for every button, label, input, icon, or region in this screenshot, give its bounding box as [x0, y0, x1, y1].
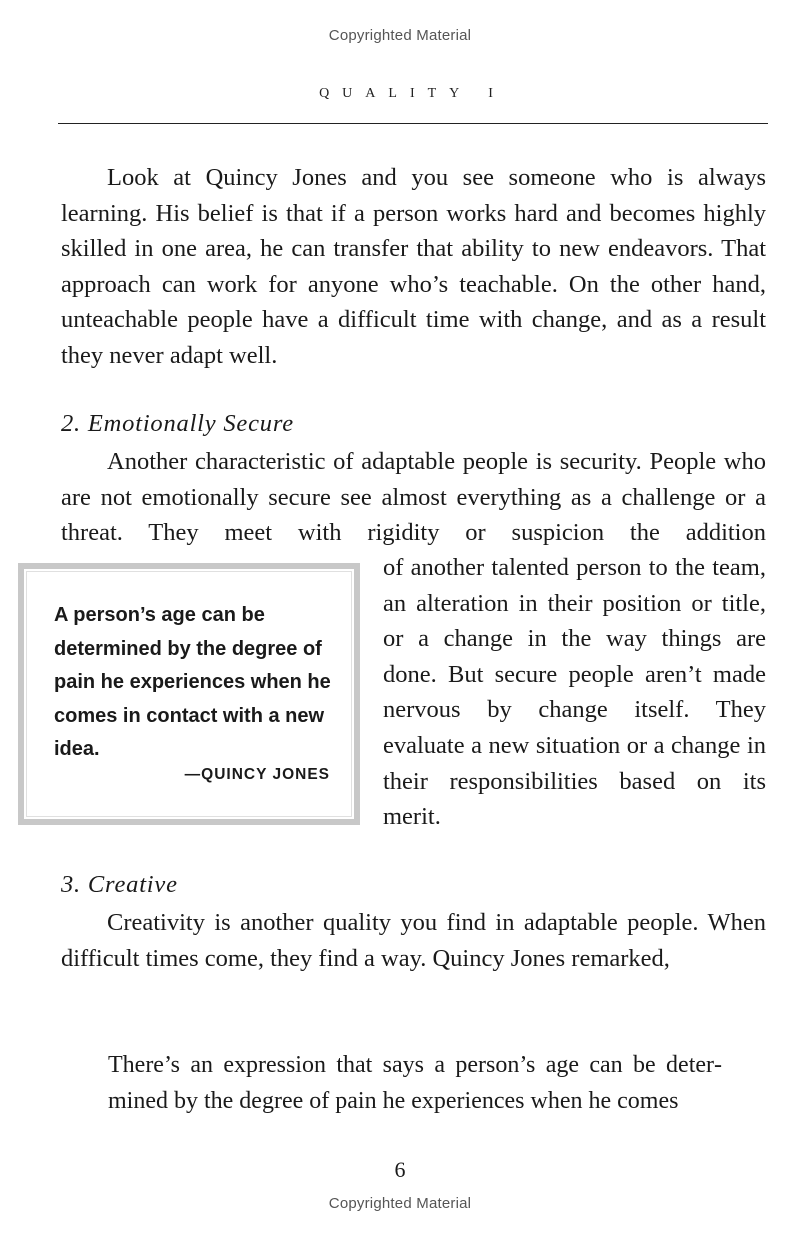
section-heading-creative: 3. Creative [61, 871, 178, 898]
pull-quote-box [18, 563, 360, 825]
copyright-notice-bottom: Copyrighted Material [328, 1195, 472, 1212]
page-number: 6 [394, 1157, 406, 1182]
section-2-paragraph-wrapped: of another talented person to the team, an alteration in their position or title, or a change in the way things are done. But secure people aren’t made nervous by change itself. They evaluate a new situation or a change in their responsibilities based on its merit. [383, 554, 766, 831]
section-3-paragraph: Creativity is another quality you find in adaptable people. When difficult times come, they find a way. Quincy Jones remarked, [61, 909, 766, 972]
block-quote: There’s an expression that says a person’s age can be determined by the degree of pain he experiences when he comes [108, 1052, 722, 1114]
running-head: QUALITY I [319, 86, 506, 101]
pull-quote-attribution: —QUINCY JONES [184, 766, 330, 783]
pull-quote-text: A person’s age can be determined by the degree of pain he experiences when he comes in contact with a new idea. [54, 604, 331, 761]
copyright-notice-top: Copyrighted Material [328, 27, 472, 44]
section-2-paragraph-full-width: Another characteristic of adaptable people is security. People who are not emotionally secure see almost everything as a challenge or a threat. They meet with rigidity or suspicion the addition [61, 448, 766, 547]
section-heading-emotionally-secure: 2. Emotionally Secure [61, 410, 294, 437]
intro-paragraph: Look at Quincy Jones and you see someone who is always learning. His belief is that if a person works hard and becomes highly skilled in one area, he can transfer that ability to new endeavors. That approach can work for anyone who’s teachable. On the other hand, unteachable people have a difficult time with change, and as a result they never adapt well. [61, 164, 766, 369]
header-rule [58, 123, 768, 124]
